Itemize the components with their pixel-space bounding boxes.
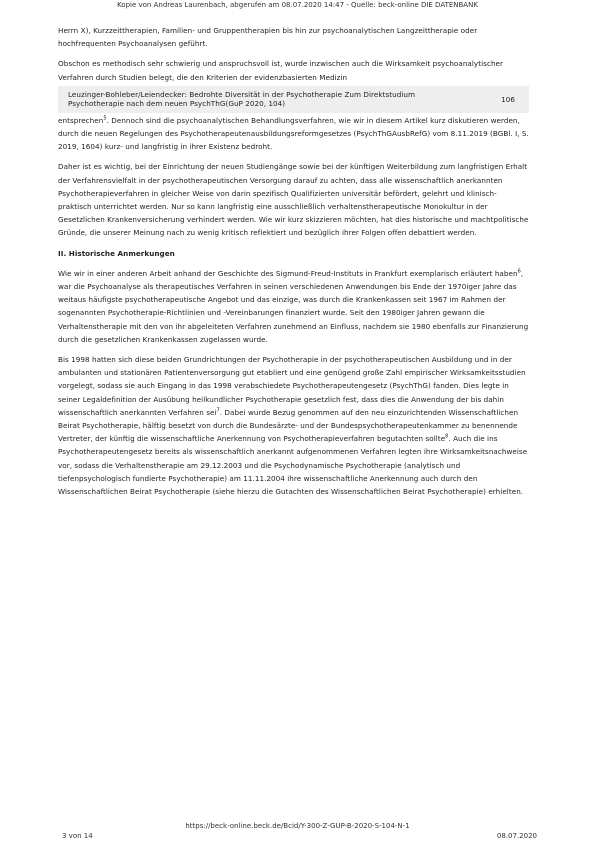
citation-box [58,86,529,113]
footer-url[interactable]: https://beck-online.beck.de/Bcid/Y-300-Z-GUP-B-2020-S-104-N-1 [185,822,410,830]
footer-page-count: 3 von 14 [62,832,93,840]
page-header: Kopie von Andreas Laurenbach, abgerufen am 08.07.2020 14:47 - Quelle: beck-online DIE DATENBANK [117,1,478,9]
paragraph-4: Daher ist es wichtig, bei der Einrichtung der neuen Studiengänge sowie bei der künftigen Weiterbildung zum langfristigen Erhalt der Verfahrensvielfalt in der psychotherapeutischen Versorgung darauf zu achten, dass alle wissenschaftlich anerkannten Psychotherapieverfahren in gleicher Weise von darin spezifisch Qualifizierten universitär befördert, gelehrt und klinisch-praktisch unterrichtet werden. Nur so kann langfristig eine ausschließlich verhaltenstherapeutische Monokultur in der Gesetzlichen Krankenversicherung verhindert werden. Wie wir kurz skizzieren möchten, hat dies historische und machtpolitische Gründe, die unserer Meinung nach zu wenig kritisch reflektiert und bezüglich ihrer Folgen offen debattiert werden. [58,162,529,238]
article-body [58,24,529,505]
footer-date: 08.07.2020 [496,832,537,840]
footnote-ref-7[interactable]: 7 [216,407,220,414]
citation-page-number: 106 [501,94,515,104]
paragraph-3: entsprechen$^5$. Dennoch sind die psychoanalytischen Behandlungsverfahren, wie wir in diesem Artikel kurz diskutieren werden, durch die neuen Regelungen des Psychotherapeutenausbildungsreformgesetzes (PsychThGAusbRefG) vom 8.11.2019 (BGBl. I, S. 2019, 1604) kurz- und langfristig in ihrer Existenz bedroht. [58,115,529,152]
footnote-ref-6[interactable]: 6 [517,268,521,275]
paragraph-6: Bis 1998 hatten sich diese beiden Grundrichtungen der Psychotherapie in der psychotherapeutischen Ausbildung und in der ambulanten und stationären Patientenversorgung gut etabliert und eine genügend große Zahl empirischer Wirksamkeitsstudien vorgelegt, sodass sie auch Eingang in das 1998 verabschiedete Psychotherapeutengesetz (PsychThG) fanden. Dies legte in seiner Legaldefinition der Ausübung heilkundlicher Psychotherapie gesetzlich fest, dass dies die Anwendung der bis dahin wissenschaftlich anerkannten Verfahren sei$^7$. Dabei wurde Bezug genommen auf den neu einzurichtenden Wissenschaftlichen Beirat Psychotherapie, hälftig besetzt von durch die Bundesärzte- und der Bundespsychotherapeutenkammer zu benennende Vertreter, der künftig die wissenschaftliche Anerkennung von Psychotherapieverfahren begutachten sollte$^8$. Auch die ins Psychotherapeutengesetz bereits als wissenschaftlich anerkannt aufgenommenen Verfahren legten ihre Wirksamkeitsnachweise vor, sodass die Verhaltenstherapie am 29.12.2003 und die Psychodynamische Psychotherapie (analytisch und tiefenpsychologisch fundierte Psychotherapie) am 11.11.2004 ihre wissenschaftliche Anerkennung auch durch den Wissenschaftlichen Beirat Psychotherapie (siehe hierzu die Gutachten des Wissenschaftlichen Beirat Psychotherapie) erhielten. [58,355,528,497]
paragraph-2: Obschon es methodisch sehr schwierig und anspruchsvoll ist, wurde inzwischen auch die Wirksamkeit psychoanalytischer Verfahren durch Studien belegt, die den Kriterien der evidenzbasierten Medizin [58,59,504,82]
section-heading: II. Historische Anmerkungen [58,248,175,258]
paragraph-1: Herrn X), Kurzzeittherapien, Familien- und Gruppentherapien bis hin zur psychoanalytischen Langzeittherapie oder hochfrequenten Psychoanalysen geführt. [58,26,478,49]
footnote-ref-8[interactable]: 8 [445,433,449,440]
footnote-ref-5[interactable]: 5 [103,115,107,122]
paragraph-5: Wie wir in einer anderen Arbeit anhand der Geschichte des Sigmund-Freud-Instituts in Frankfurt exemplarisch erläutert haben$^6$, war die Psychoanalyse als therapeutisches Verfahren in seinen verschiedenen Anwendungen bis Ende der 1970iger Jahre das weitaus häufigste psychotherapeutische Angebot und das einzige, was durch die Krankenkassen seit 1967 im Rahmen der sogenannten Psychotherapie-Richtlinien und -Vereinbarungen finanziert wurde. Seit den 1980iger Jahren gewann die Verhaltenstherapie mit den von ihr abgeleiteten Verfahren zunehmend an Einfluss, nachdem sie 1980 ebenfalls zur Finanzierung durch die gesetzlichen Krankenkassen zugelassen wurde. [58,268,529,344]
citation-text: Leuzinger-Bohleber/Leiendecker: Bedrohte Diversität in der Psychotherapie Zum Direktstudium Psychotherapie nach dem neuen PsychThG(GuP 2020, 104) [68,89,416,109]
